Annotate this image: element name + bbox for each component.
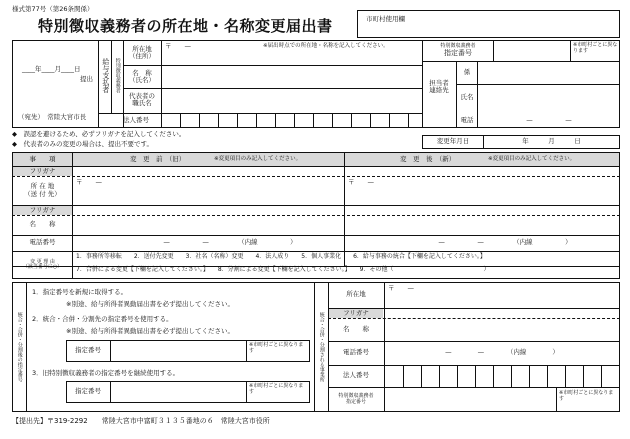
merge-item-2[interactable]: 2．統合・合併・分割先の指定番号を使用する。 [32,315,173,323]
address-row-label: 所 在 地 （送 付 先） [24,182,61,198]
addressee: （宛先） 常陸大宮市長 [18,113,87,121]
reasons-line-2[interactable]: 7．合併による変更【下欄を記入してください。】 8．分割による変更【下欄を記入してください。】 9．その他（ ） [76,266,490,273]
footer-address: 【提出先】〒319-2292 常陸大宮市中富町３１３５番地の６ 常陸大宮市役所 [12,417,270,425]
rep-label: 代表者の 職氏名 [129,91,155,107]
merge-city-note-1: ※市町村ごとに異なります [249,342,304,354]
notice-rep: ◆ 代表者のみの変更の場合は、提出不要です。 [12,140,153,148]
before-tel-input[interactable]: — — （内線 ） [163,238,297,247]
after-tel-input[interactable]: — — （内線 ） [438,238,572,247]
form-number: 様式第77号（第26条関係） [12,5,94,13]
merge-postal[interactable]: 〒 — [388,284,414,292]
address-label: 所在地 （住所） [129,44,155,60]
merge-designation-label-3: 特別徴収義務者 指定番号 [338,393,374,405]
address-note: ※届出時点での所在地・名称を記入してください。 [263,43,389,49]
merge-corp-label: 法人番号 [343,371,369,380]
after-postal[interactable]: 〒 — [348,178,374,186]
merge-name-label: 名 称 [343,324,369,333]
name-label: 名 称 （氏名） [129,68,155,84]
payer-label: 給与支払者 [101,57,110,93]
designation-input[interactable] [494,41,569,61]
after-header: 変 更 後 （新） [400,154,456,163]
merge-furigana-label: フリガナ [329,309,383,318]
furigana-label-1: フリガナ [13,167,72,176]
before-header: 変 更 前 （旧） [130,154,186,163]
after-note: ※変更項目のみ記入してください。 [488,156,576,163]
obligor-label: 特別徴収義務者 [114,57,121,93]
contact-dept-label: 係 [463,68,471,77]
city-note-top: ※市町村ごとに異なります [573,42,618,54]
tel-row-label: 電話番号 [29,238,56,247]
merge-item-3[interactable]: 3．旧特別徴収義務者の指定番号を継続使用する。 [32,369,180,377]
merge-tel-label: 電話番号 [343,348,369,357]
contact-tel-input[interactable]: — — [526,115,572,124]
designation-label: 特別徴収義務者 指定番号 [440,43,476,57]
contact-tel-label: 電話 [460,115,474,124]
city-use-label: 市町村使用欄 [366,15,405,23]
notice-furigana: ◆ 誤認を避けるため、必ずフリガナを記入してください。 [12,130,186,138]
form-title: 特別徴収義務者の所在地・名称変更届出書 [38,17,333,35]
name-input[interactable] [165,67,420,87]
merge-note-2: ※別途、給与所得者異動届出書を必ず提出してください。 [66,327,234,335]
merge-designation-label-1: 指定番号 [75,346,101,355]
merge-tel-input[interactable]: — — （内線 ） [445,348,559,357]
merge-city-note-2: ※市町村ごとに異なります [249,383,304,395]
merge-designation-label-2: 指定番号 [75,387,101,396]
city-use-box [357,10,620,38]
furigana-label-2: フリガナ [13,206,72,215]
name-row-label: 名 称 [29,220,56,229]
before-postal[interactable]: 〒 — [76,178,102,186]
reason-label: 変 更 理 由 （該当番号に○） [22,258,63,270]
merge-left-label: 統合・合併・分割後の指定番号 [16,312,23,382]
merge-note-1: ※別途、給与所得者異動届出書を必ず提出してください。 [66,300,234,308]
submission-date[interactable]: ____年____月____日 [22,65,81,73]
before-note: ※変更項目のみ記入してください。 [214,156,302,163]
change-date-input[interactable]: 年 月 日 [483,135,620,149]
address-input[interactable] [165,52,420,64]
postal-mark[interactable]: 〒 — [165,42,191,50]
merge-address-label: 所在地 [346,290,366,299]
merge-right-label: 統合・合併・分割される事業所 [318,312,325,382]
rep-input[interactable] [165,90,420,112]
merge-item-1[interactable]: 1．指定番号を新規に取得する。 [32,288,128,296]
reasons-line-1[interactable]: 1．事務所等移転 2．送付先変更 3．社名（名称）変更 4．法人成り 5．個人事業化 6．給与事務の統合【下欄を記入してください。】 [76,253,486,260]
contact-name-label: 氏名 [460,93,474,102]
corp-no-label: 法人番号 [123,116,149,125]
item-header: 事 項 [29,154,56,163]
submitted-label: 提出 [80,75,93,83]
contact-label: 担当者 連絡先 [429,78,449,94]
change-date-label: 変更年月日 [422,135,484,149]
merge-city-note-3: ※市町村ごとに異なります [559,390,614,402]
